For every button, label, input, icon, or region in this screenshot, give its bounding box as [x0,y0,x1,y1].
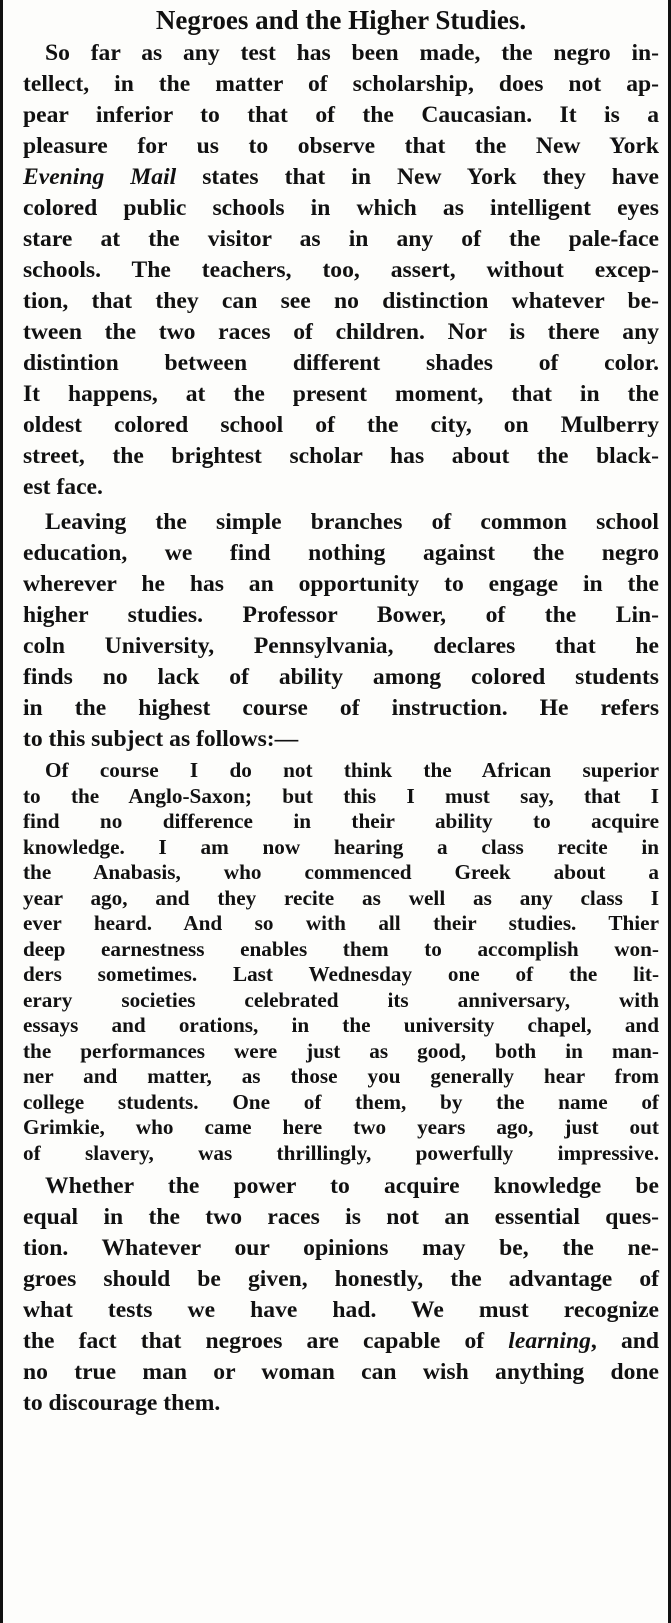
text-line: higher studies. Professor Bower, of the Lin- [23,602,659,628]
text-line [23,162,659,193]
article-headline: Negroes and the Higher Studies. [155,5,527,35]
quote-line: ever heard. And so with all their studies. Thier [23,911,659,935]
quote-line: year ago, and they recite as well as any class I [23,885,659,910]
quote-line: deep earnestness enables them to accomplish won- [23,936,659,961]
text-line: in the highest course of instruction. He refers [23,695,659,721]
paragraph-2 [23,507,659,755]
text-line: to this subject as follows:— [23,726,299,752]
text-line: est face. [23,474,103,500]
quote-line: the Anabasis, who commenced Greek about a [23,860,659,884]
text-line: tween the two races of children. Nor is there any [23,319,659,345]
text-line: Leaving the simple branches of common school [45,509,659,535]
quote-line: ders sometimes. Last Wednesday one of the lit- [23,962,659,986]
text-line: So far as any test has been made, the negro in- [45,40,659,66]
text-line: equal in the two races is not an essential ques- [23,1204,659,1230]
text-line: schools. The teachers, too, assert, without excep- [23,257,659,283]
paragraph-3 [23,1171,659,1419]
text-line: street, the brightest scholar has about the black- [23,443,659,469]
text-line: pear inferior to that of the Caucasian. It is a [23,102,659,128]
quote-line: ner and matter, as those you generally hear from [23,1064,659,1088]
text-line: tellect, in the matter of scholarship, does not ap- [23,71,659,97]
text-line: what tests we have had. We must recognize [23,1297,659,1323]
text-line: Whether the power to acquire knowledge be [45,1173,659,1199]
paragraph-1 [23,38,659,503]
text-line: wherever he has an opportunity to engage in the [23,571,659,597]
quote-line: erary societies celebrated its anniversary, with [23,987,659,1012]
quote-line: essays and orations, in the university chapel, and [23,1013,659,1037]
professor-quote [23,758,659,1166]
text-line: tion, that they can see no distinction whatever be- [23,288,659,314]
text-line: finds no lack of ability among colored students [23,664,659,690]
quote-line: to the Anglo-Saxon; but this I must say, that I [23,783,659,808]
newspaper-title: Evening Mail [23,164,177,190]
text-line: groes should be given, honestly, the advantage of [23,1266,659,1292]
quote-line: knowledge. I am now hearing a class recite in [23,834,659,859]
text-line: oldest colored school of the city, on Mulberry [23,412,659,438]
text-line: stare at the visitor as in any of the pale-face [23,226,659,252]
quote-line: of slavery, was thrillingly, powerfully impressive. [23,1140,659,1165]
text-fragment: , and [590,1328,659,1354]
article-column [23,2,659,1419]
text-line: pleasure for us to observe that the New York [23,133,659,159]
quote-line: the performances were just as good, both in man- [23,1038,659,1063]
quote-line: find no difference in their ability to acquire [23,809,659,833]
quote-line: Of course I do not think the African superior [45,758,659,782]
text-fragment: the fact that negroes are capable of [23,1328,509,1354]
text-line: coln University, Pennsylvania, declares that he [23,633,659,659]
text-line: no true man or woman can wish anything done [23,1359,659,1385]
text-line: to discourage them. [23,1390,221,1416]
quote-line: college students. One of them, by the name of [23,1089,659,1114]
quote-line: Grimkie, who came here two years ago, just out [23,1115,659,1139]
text-line: It happens, at the present moment, that in the [23,381,659,407]
emphasized-word: learning [508,1328,591,1354]
text-line: education, we find nothing against the negro [23,540,659,566]
text-line: tion. Whatever our opinions may be, the ne- [23,1235,659,1261]
text-line: distintion between different shades of color. [23,350,659,376]
text-fragment: states that in New York they have [176,164,659,190]
text-line [23,1326,659,1357]
text-line: colored public schools in which as intelligent eyes [23,195,659,221]
